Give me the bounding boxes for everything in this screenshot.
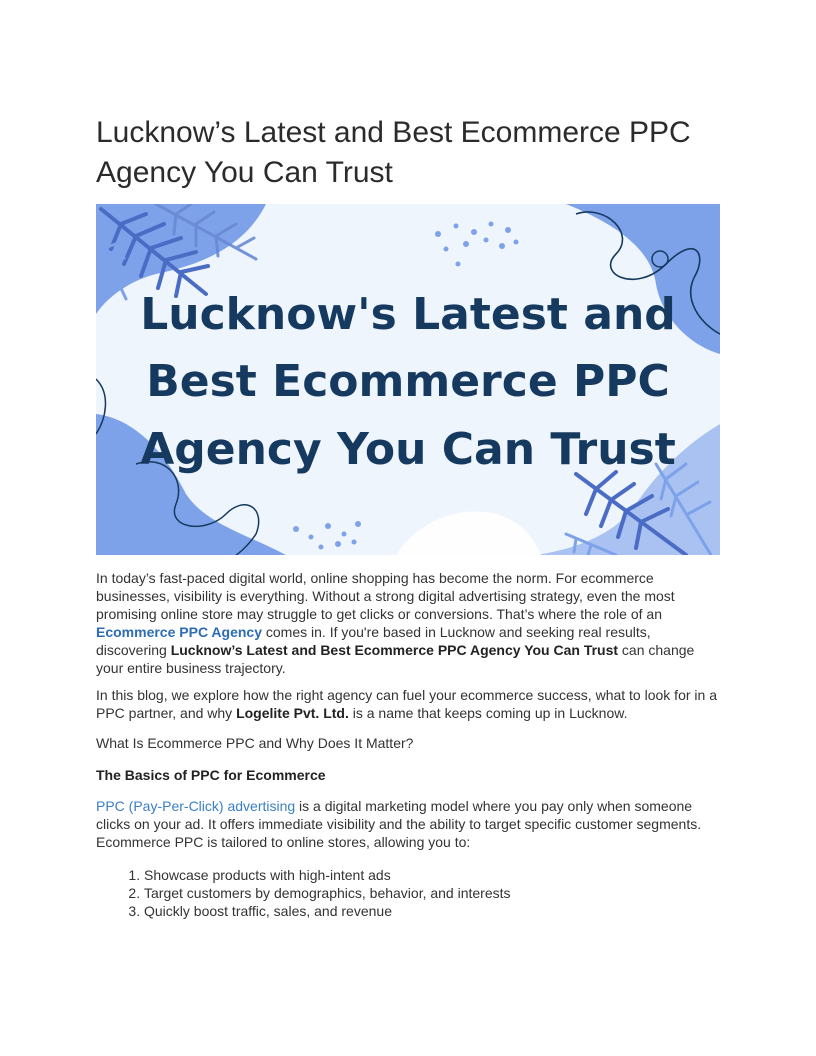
list-item: 1. Showcase products with high-intent ads: [144, 866, 720, 884]
ppc-advertising-link[interactable]: PPC (Pay-Per-Click) advertising: [96, 798, 296, 814]
intro-bold: Lucknow’s Latest and Best Ecommerce PPC Agency You Can Trust: [170, 642, 619, 658]
banner-line-1: Lucknow's Latest and: [140, 289, 676, 340]
company-name: Logelite Pvt. Ltd.: [236, 705, 349, 721]
blog-paragraph: [96, 686, 720, 722]
blog-text-1: In this blog, we explore how the right agency can fuel your ecommerce success, what to look for in a PPC partner, and why: [96, 687, 717, 721]
section-heading-what: What Is Ecommerce PPC and Why Does It Matter?: [96, 735, 414, 751]
article-body: [96, 569, 720, 920]
basics-heading-text: The Basics of PPC for Ecommerce: [96, 767, 326, 783]
section-heading-basics: [96, 766, 720, 784]
intro-text-1: In today’s fast-paced digital world, online shopping has become the norm. For ecommerce businesses, visibility is everything. Without a strong digital advertising strategy, even the most promising online store may struggle to get clicks or conversions. That’s where the role of an: [96, 570, 675, 622]
ecommerce-ppc-agency-link[interactable]: Ecommerce PPC Agency: [96, 624, 262, 640]
banner-image: [96, 204, 720, 555]
list-item: 3. Quickly boost traffic, sales, and revenue: [144, 902, 720, 920]
ppc-text: is a digital marketing model where you pay only when someone clicks on your ad. It offers immediate visibility and the ability to target specific customer segments. Ecommerce PPC is tailored to online stores, allowing you to:: [96, 798, 702, 850]
intro-text-3: can change your entire business trajectory.: [96, 642, 695, 676]
banner-line-2: Best Ecommerce PPC: [146, 356, 670, 407]
blog-text-2: is a name that keeps coming up in Lucknow.: [348, 705, 628, 721]
page-title: Lucknow’s Latest and Best Ecommerce PPC Agency You Can Trust: [96, 116, 691, 189]
banner-line-3: Agency You Can Trust: [140, 424, 676, 475]
ppc-paragraph: [96, 797, 720, 851]
list-item: 2. Target customers by demographics, behavior, and interests: [144, 884, 720, 902]
benefits-list: [96, 866, 720, 920]
intro-paragraph: [96, 569, 720, 677]
intro-text-2: comes in. If you're based in Lucknow and seeking real results, discovering: [96, 624, 651, 658]
